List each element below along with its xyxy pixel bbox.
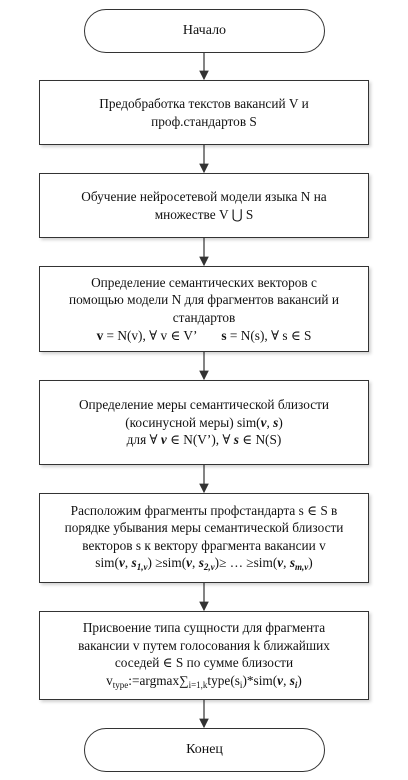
step6-f-close: ) <box>297 672 302 688</box>
step4-line3-mid: ∈ N(V’), ∀ <box>166 432 234 448</box>
step4-line3 <box>127 431 282 449</box>
step2-line1: Обучение нейросетевой модели языка N на <box>81 188 327 204</box>
step5-line1: Расположим фрагменты профстандарта s ∈ S в <box>70 502 338 518</box>
step5-f-s3: s <box>289 555 295 571</box>
step4-line3-start: для ∀ <box>126 432 161 448</box>
step4-line3-var-s: s <box>233 432 239 448</box>
end-label: Конец <box>186 742 223 757</box>
step-voting <box>39 611 369 700</box>
step5-f-s1: s <box>131 555 137 571</box>
step5-f-v3: v <box>277 555 284 571</box>
start-label: Начало <box>182 23 227 38</box>
step5-line3: векторов s к вектору фрагмента вакансии v <box>82 537 326 553</box>
step-similarity-measure <box>39 380 369 465</box>
end-terminal <box>84 728 325 772</box>
step4-line3-var-v: v <box>160 432 167 448</box>
step-preprocessing <box>39 80 369 145</box>
step5-f-sim1: sim( <box>95 555 119 571</box>
step4-var-s: s <box>273 414 279 430</box>
step5-f-comma2: , <box>192 555 199 571</box>
step-semantic-vectors <box>39 266 369 352</box>
start-terminal <box>84 9 325 53</box>
step5-f-sim2: ) ≥sim( <box>147 555 187 571</box>
step5-f-v2: v <box>186 555 193 571</box>
step4-close-paren: ) <box>278 414 283 430</box>
step5-f-sub3: m,v <box>295 562 309 573</box>
step1-line1: Предобработка текстов вакансий V и <box>99 95 309 111</box>
step6-f-type-sub: type <box>112 679 129 690</box>
step5-f-sub2: 2,v <box>203 562 215 573</box>
step3-line3: стандартов <box>172 310 236 325</box>
step3-formula-s-part: = N(s), ∀ s ∈ S <box>226 327 312 343</box>
step6-line2: вакансии v путем голосования k ближайших <box>78 637 330 653</box>
step6-line1: Присвоение типа сущности для фрагмента <box>82 620 326 636</box>
step4-comma: , <box>266 414 274 430</box>
step6-f-type: type(s <box>207 672 240 688</box>
step3-line1: Определение семантических векторов с <box>91 274 317 290</box>
step2-line2: множестве V ⋃ S <box>154 206 254 222</box>
step-ranking <box>39 493 369 583</box>
step6-f-v: v <box>106 672 113 688</box>
step-model-training <box>39 173 369 238</box>
step5-f-s2: s <box>198 555 204 571</box>
step1-line2: проф.стандартов S <box>151 113 257 129</box>
step5-line2: порядке убывания меры семантической близости <box>64 520 344 536</box>
step3-var-v: v <box>96 327 104 343</box>
step6-formula <box>106 672 302 692</box>
step6-f-argmax: :=argmax∑ <box>128 672 189 688</box>
step6-f-comma: , <box>283 672 290 688</box>
step4-line2-text: (косинусной меры) sim( <box>125 414 261 430</box>
step5-formula <box>95 554 312 574</box>
step5-f-comma3: , <box>283 555 290 571</box>
step3-formula-v-part: = N(v), ∀ v ∈ V’ <box>103 327 198 343</box>
step5-f-comma1: , <box>124 555 132 571</box>
step6-f-i: i <box>239 679 243 690</box>
step6-f-range: i=1,k <box>188 679 208 690</box>
step6-line3: соседей ∈ S по сумме близости <box>114 655 294 671</box>
step6-f-s-sub: i <box>294 679 298 690</box>
step4-line3-end: ∈ N(S) <box>238 432 282 448</box>
step5-f-close: ) <box>308 555 313 571</box>
step6-f-bold-s: s <box>289 672 295 688</box>
step4-line1: Определение меры семантической близости <box>78 397 330 413</box>
step5-f-v1: v <box>118 555 125 571</box>
step3-var-s: s <box>221 327 227 343</box>
step4-line2 <box>125 414 283 432</box>
step3-formula <box>97 327 312 345</box>
step6-f-mul-sim: )*sim( <box>242 672 278 688</box>
step3-line2: помощью модели N для фрагментов вакансий и <box>69 292 339 308</box>
step6-f-bold-v: v <box>277 672 284 688</box>
step4-var-v: v <box>260 414 267 430</box>
step5-f-sim3: )≥ … ≥sim( <box>214 555 278 571</box>
step5-f-sub1: 1,v <box>136 562 148 573</box>
